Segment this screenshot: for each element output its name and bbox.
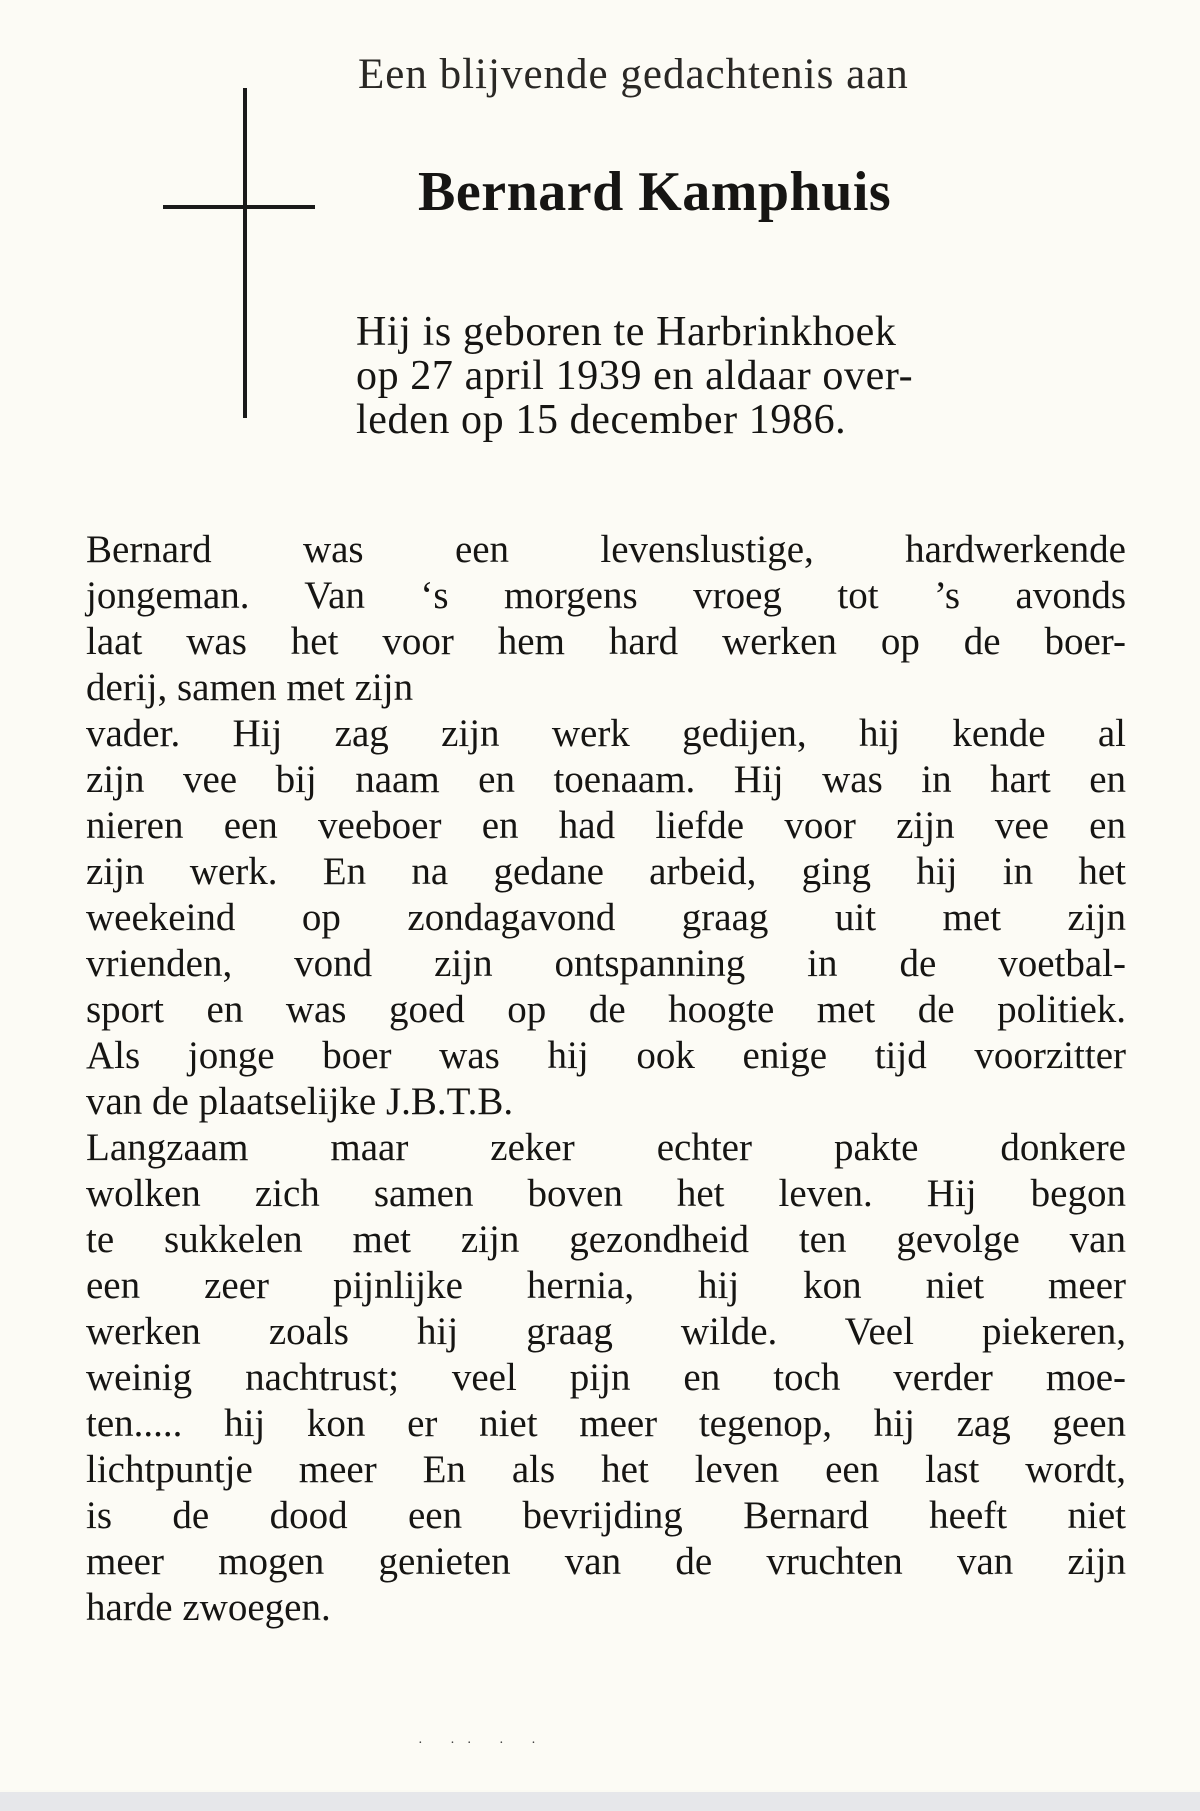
life-line: Hij is geboren te Harbrinkhoek	[356, 309, 897, 355]
bio-line: nieren een veeboer en had liefde voor zijn vee en	[86, 804, 1126, 847]
bio-line: harde zwoegen.	[86, 1586, 331, 1629]
bio-line: een zeer pijnlijke hernia, hij kon niet meer	[86, 1264, 1126, 1307]
bio-line: vrienden, vond zijn ontspanning in de voetbal-	[86, 942, 1126, 985]
bio-line: weinig nachtrust; veel pijn en toch verder moe-	[86, 1356, 1126, 1399]
bio-line: lichtpuntje meer En als het leven een last wordt,	[86, 1448, 1126, 1491]
bio-line: van de plaatselijke J.B.T.B.	[86, 1080, 514, 1123]
biography	[86, 527, 1126, 1631]
cross-vertical-bar	[243, 88, 247, 418]
bio-line: te sukkelen met zijn gezondheid ten gevolge van	[86, 1218, 1126, 1261]
print-specks: · ·· · ·	[418, 1736, 548, 1751]
bio-line: zijn vee bij naam en toenaam. Hij was in hart en	[86, 758, 1126, 801]
bio-line: derij, samen met zijn	[86, 666, 414, 709]
life-dates	[356, 310, 1116, 442]
bio-line: zijn werk. En na gedane arbeid, ging hij in het	[86, 850, 1126, 893]
cross-horizontal-bar	[163, 205, 315, 209]
intro-text: Een blijvende gedachtenis aan	[358, 51, 909, 98]
life-line: leden op 15 december 1986.	[356, 397, 847, 443]
bio-line: weekeind op zondagavond graag uit met zijn	[86, 896, 1126, 939]
life-line: op 27 april 1939 en aldaar over-	[356, 353, 914, 399]
bio-line: laat was het voor hem hard werken op de boer-	[86, 620, 1126, 663]
bio-line: Langzaam maar zeker echter pakte donkere	[86, 1126, 1126, 1169]
bio-line: Als jonge boer was hij ook enige tijd voorzitter	[86, 1034, 1126, 1077]
bio-line: Bernard was een levenslustige, hardwerkende	[86, 528, 1126, 571]
bio-line: is de dood een bevrijding Bernard heeft niet	[86, 1494, 1126, 1537]
bio-line: jongeman. Van ‘s morgens vroeg tot ’s avonds	[86, 574, 1126, 617]
scan-bottom-edge	[0, 1792, 1200, 1811]
bio-line: werken zoals hij graag wilde. Veel piekeren,	[86, 1310, 1126, 1353]
bio-line: wolken zich samen boven het leven. Hij begon	[86, 1172, 1126, 1215]
bio-line: ten..... hij kon er niet meer tegenop, hij zag geen	[86, 1402, 1126, 1445]
bio-line: meer mogen genieten van de vruchten van zijn	[86, 1540, 1126, 1583]
bio-line: sport en was goed op de hoogte met de politiek.	[86, 988, 1126, 1031]
deceased-name: Bernard Kamphuis	[418, 161, 892, 223]
bio-line: vader. Hij zag zijn werk gedijen, hij kende al	[86, 712, 1126, 755]
